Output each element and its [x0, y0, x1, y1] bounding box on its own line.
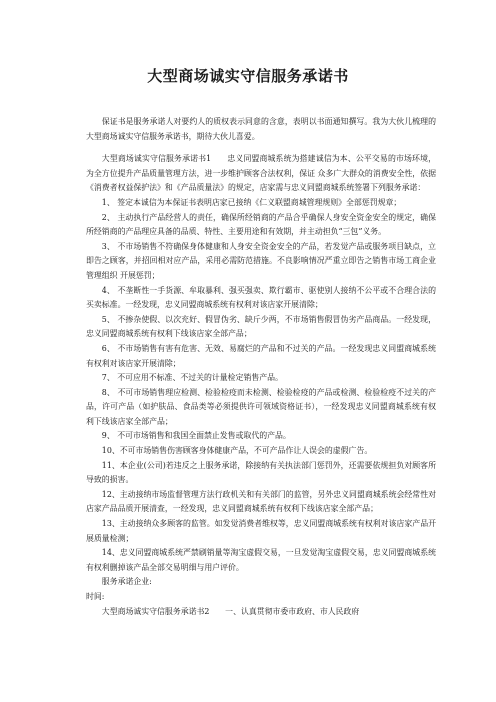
clause-5: 5、 不掺杂使假、以次充好、假冒伪劣、缺斤少两，不市场销售假冒伪劣产品商品。一经发现，忠义同盟商城系统有权利下线该店家全部产品； — [86, 314, 436, 339]
document-body — [86, 115, 436, 619]
clause-8: 8、 不可市场销售理应检测、检验检疫而未检测、检验检疫的产品或检测、检验检疫不过关的产品，许可产品（如护肤品、食品类等必须提供许可领域资格证书），一经发现忠义同盟商城系统有权利下线该店家全部产品； — [86, 387, 436, 426]
signature-line: 服务承诺企业: — [101, 577, 152, 587]
clause-1: 1、 签定本诚信为本保证书表明店家已接纳《仁义联盟商城管理规则》全部惩罚规章； — [101, 197, 402, 207]
clause-7: 7、 不可应用不标准、不过关的计量检定销售产品。 — [101, 373, 283, 383]
date-line: 时间: — [86, 592, 105, 601]
clause-4: 4、 不垄断性一手货源、牟取暴利、强买强卖、欺行霸市、驱使别人接纳不公平或不合理合法的买卖标准。一经发现，忠义同盟商城系统有权利对该店家开展清除； — [86, 285, 436, 310]
clause-11: 11、本企业(公司)若违反之上服务承诺，除接纳有关执法部门惩罚外，还需要依规担负对顾客所导致的损害。 — [86, 460, 436, 485]
clause-9: 9、 不可市场销售和我国全面禁止发售或取代的产品。 — [101, 431, 291, 441]
clause-2: 2、 主动执行产品经营人的责任，确保所经销商的产品合乎确保人身安全资金安全的规定，确保所经销商的产品理应具备的品质、特性、主要用途和有效期，并主动担负“三包”义务。 — [86, 212, 436, 237]
clause-14: 14、忠义同盟商城系统严禁刷销量等淘宝虚假交易，一旦发觉淘宝虚假交易，忠义同盟商城系统有权利删掉该产品全部交易明细与用户评价。 — [86, 548, 436, 572]
paragraph-gap — [86, 144, 436, 152]
clause-12: 12、主动接纳市场监督管理方法行政机关和有关部门的监管，另外忠义同盟商城系统会经常性对店家产品品质开展清查，一经发现，忠义同盟商城系统有权利下线该店家全部产品； — [86, 489, 436, 514]
paragraph: 大型商场诚实守信服务承诺书1 忠义同盟商城系统为搭建诚信为本、公平交易的市场环境，为全方位提升产品质量管理方法，进一步维护顾客合法权利，保证 众多广大群众的消费安全性，依据《消费者权益保护法》和《产品质量法》的规定，店家需与忠义同盟商城系统签署下列服务承诺： — [86, 154, 436, 193]
clause-10: 10、不可市场销售伤害顾客身体健康产品，不可产品作让人误会的虚假广告。 — [101, 446, 373, 456]
clause-13: 13、主动接纳众多顾客的监管。如发觉消费者维权等，忠义同盟商城系统有权利对该店家产品开展质量检测； — [86, 519, 436, 543]
intro-paragraph: 保证书是服务承诺人对要约人的质权表示同意的含意，表明以书面通知撰写。我为大伙儿梳理的大型商场诚实守信服务承诺书，期待大伙儿喜爱。 — [86, 117, 436, 141]
paragraph: 大型商场诚实守信服务承诺书2 一、认真贯彻市委市政府、市人民政府 — [101, 606, 360, 616]
clause-6: 6、 不市场销售有害有危害、无效、易腐烂的产品和不过关的产品。一经发现忠义同盟商城系统有权利对该店家开展清除； — [86, 343, 436, 368]
clause-3: 3、 不市场销售不符确保身体健康和人身安全资金安全的产品，若发觉产品或服务项目缺点，立即告之顾客，并招回相对应产品，采用必需防范措施。不良影响情况严重立即告之销售市场工商企业管理组织 开展惩罚； — [86, 241, 436, 280]
document-title: 大型商场诚实守信服务承诺书 — [147, 67, 349, 85]
